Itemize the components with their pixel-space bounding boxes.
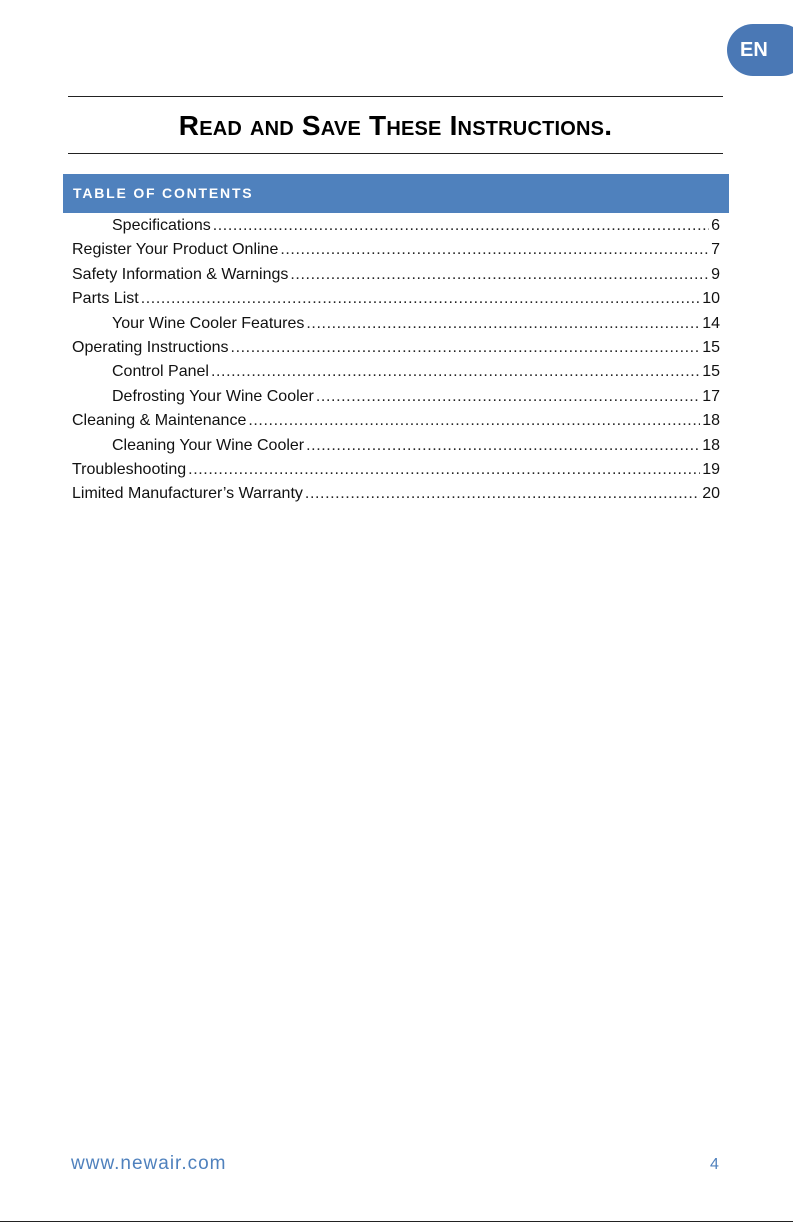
toc-entry-page: 20: [702, 485, 720, 503]
toc-entry-page: 10: [702, 290, 720, 308]
toc-dot-leader: [290, 263, 709, 287]
toc-dot-leader: [306, 312, 700, 336]
toc-entry-title: Defrosting Your Wine Cooler: [112, 387, 314, 405]
toc-entry-title: Safety Information & Warnings: [72, 265, 289, 283]
toc-entry-title: Cleaning Your Wine Cooler: [112, 436, 305, 454]
toc-entry-title: Control Panel: [112, 363, 209, 381]
language-tab-en[interactable]: EN: [727, 24, 793, 76]
toc-entry-title: Parts List: [72, 290, 139, 308]
toc-entry-page: 17: [702, 387, 720, 405]
toc-entry-title: Cleaning & Maintenance: [72, 412, 247, 430]
toc-entry-control-panel[interactable]: [72, 360, 720, 384]
toc-entry-page: 18: [702, 412, 720, 430]
toc-dot-leader: [231, 336, 701, 360]
toc-dot-leader: [316, 385, 700, 409]
heading-bottom-rule: [68, 153, 723, 154]
toc-entry-page: 19: [702, 460, 720, 478]
toc-entry-cleaning-maintenance[interactable]: [72, 409, 720, 433]
toc-entry-register-product[interactable]: [72, 238, 720, 262]
toc-dot-leader: [211, 360, 700, 384]
toc-entry-warranty[interactable]: [72, 482, 720, 506]
toc-entry-wine-cooler-features[interactable]: [72, 312, 720, 336]
footer-page-number: 4: [710, 1156, 719, 1173]
toc-entry-defrosting[interactable]: [72, 385, 720, 409]
toc-entry-page: 15: [702, 338, 720, 356]
toc-entry-troubleshooting[interactable]: [72, 458, 720, 482]
toc-entry-specifications[interactable]: [72, 214, 720, 238]
toc-header-bar: [63, 174, 729, 213]
toc-dot-leader: [141, 287, 701, 311]
toc-dot-leader: [306, 434, 700, 458]
footer-website-link[interactable]: www.newair.com: [71, 1153, 227, 1174]
toc-entry-page: 6: [711, 217, 720, 234]
page-bottom-rule: [0, 1221, 793, 1222]
toc-entry-page: 18: [702, 436, 720, 454]
toc-dot-leader: [305, 482, 700, 506]
toc-entry-title: Troubleshooting: [72, 460, 187, 478]
toc-entry-title: Operating Instructions: [72, 338, 229, 356]
table-of-contents: [72, 214, 720, 507]
toc-entry-page: 14: [702, 314, 720, 332]
toc-entry-parts-list[interactable]: [72, 287, 720, 311]
toc-dot-leader: [188, 458, 700, 482]
toc-dot-leader: [248, 409, 700, 433]
toc-entry-title: Your Wine Cooler Features: [112, 314, 305, 332]
toc-entry-title: Register Your Product Online: [72, 241, 279, 259]
toc-entry-safety-information[interactable]: [72, 263, 720, 287]
toc-dot-leader: [280, 238, 709, 262]
toc-entry-page: 7: [711, 241, 720, 259]
toc-entry-page: 15: [702, 363, 720, 381]
heading-top-rule: [68, 96, 723, 97]
toc-dot-leader: [213, 214, 709, 238]
page-heading: Read and Save These Instructions.: [178, 110, 613, 141]
toc-title: TABLE OF CONTENTS: [73, 185, 254, 201]
toc-entry-operating-instructions[interactable]: [72, 336, 720, 360]
toc-entry-page: 9: [711, 265, 720, 283]
toc-entry-title: Specifications: [112, 217, 211, 234]
toc-entry-cleaning-wine-cooler[interactable]: [72, 434, 720, 458]
toc-entry-title: Limited Manufacturer’s Warranty: [72, 485, 303, 503]
